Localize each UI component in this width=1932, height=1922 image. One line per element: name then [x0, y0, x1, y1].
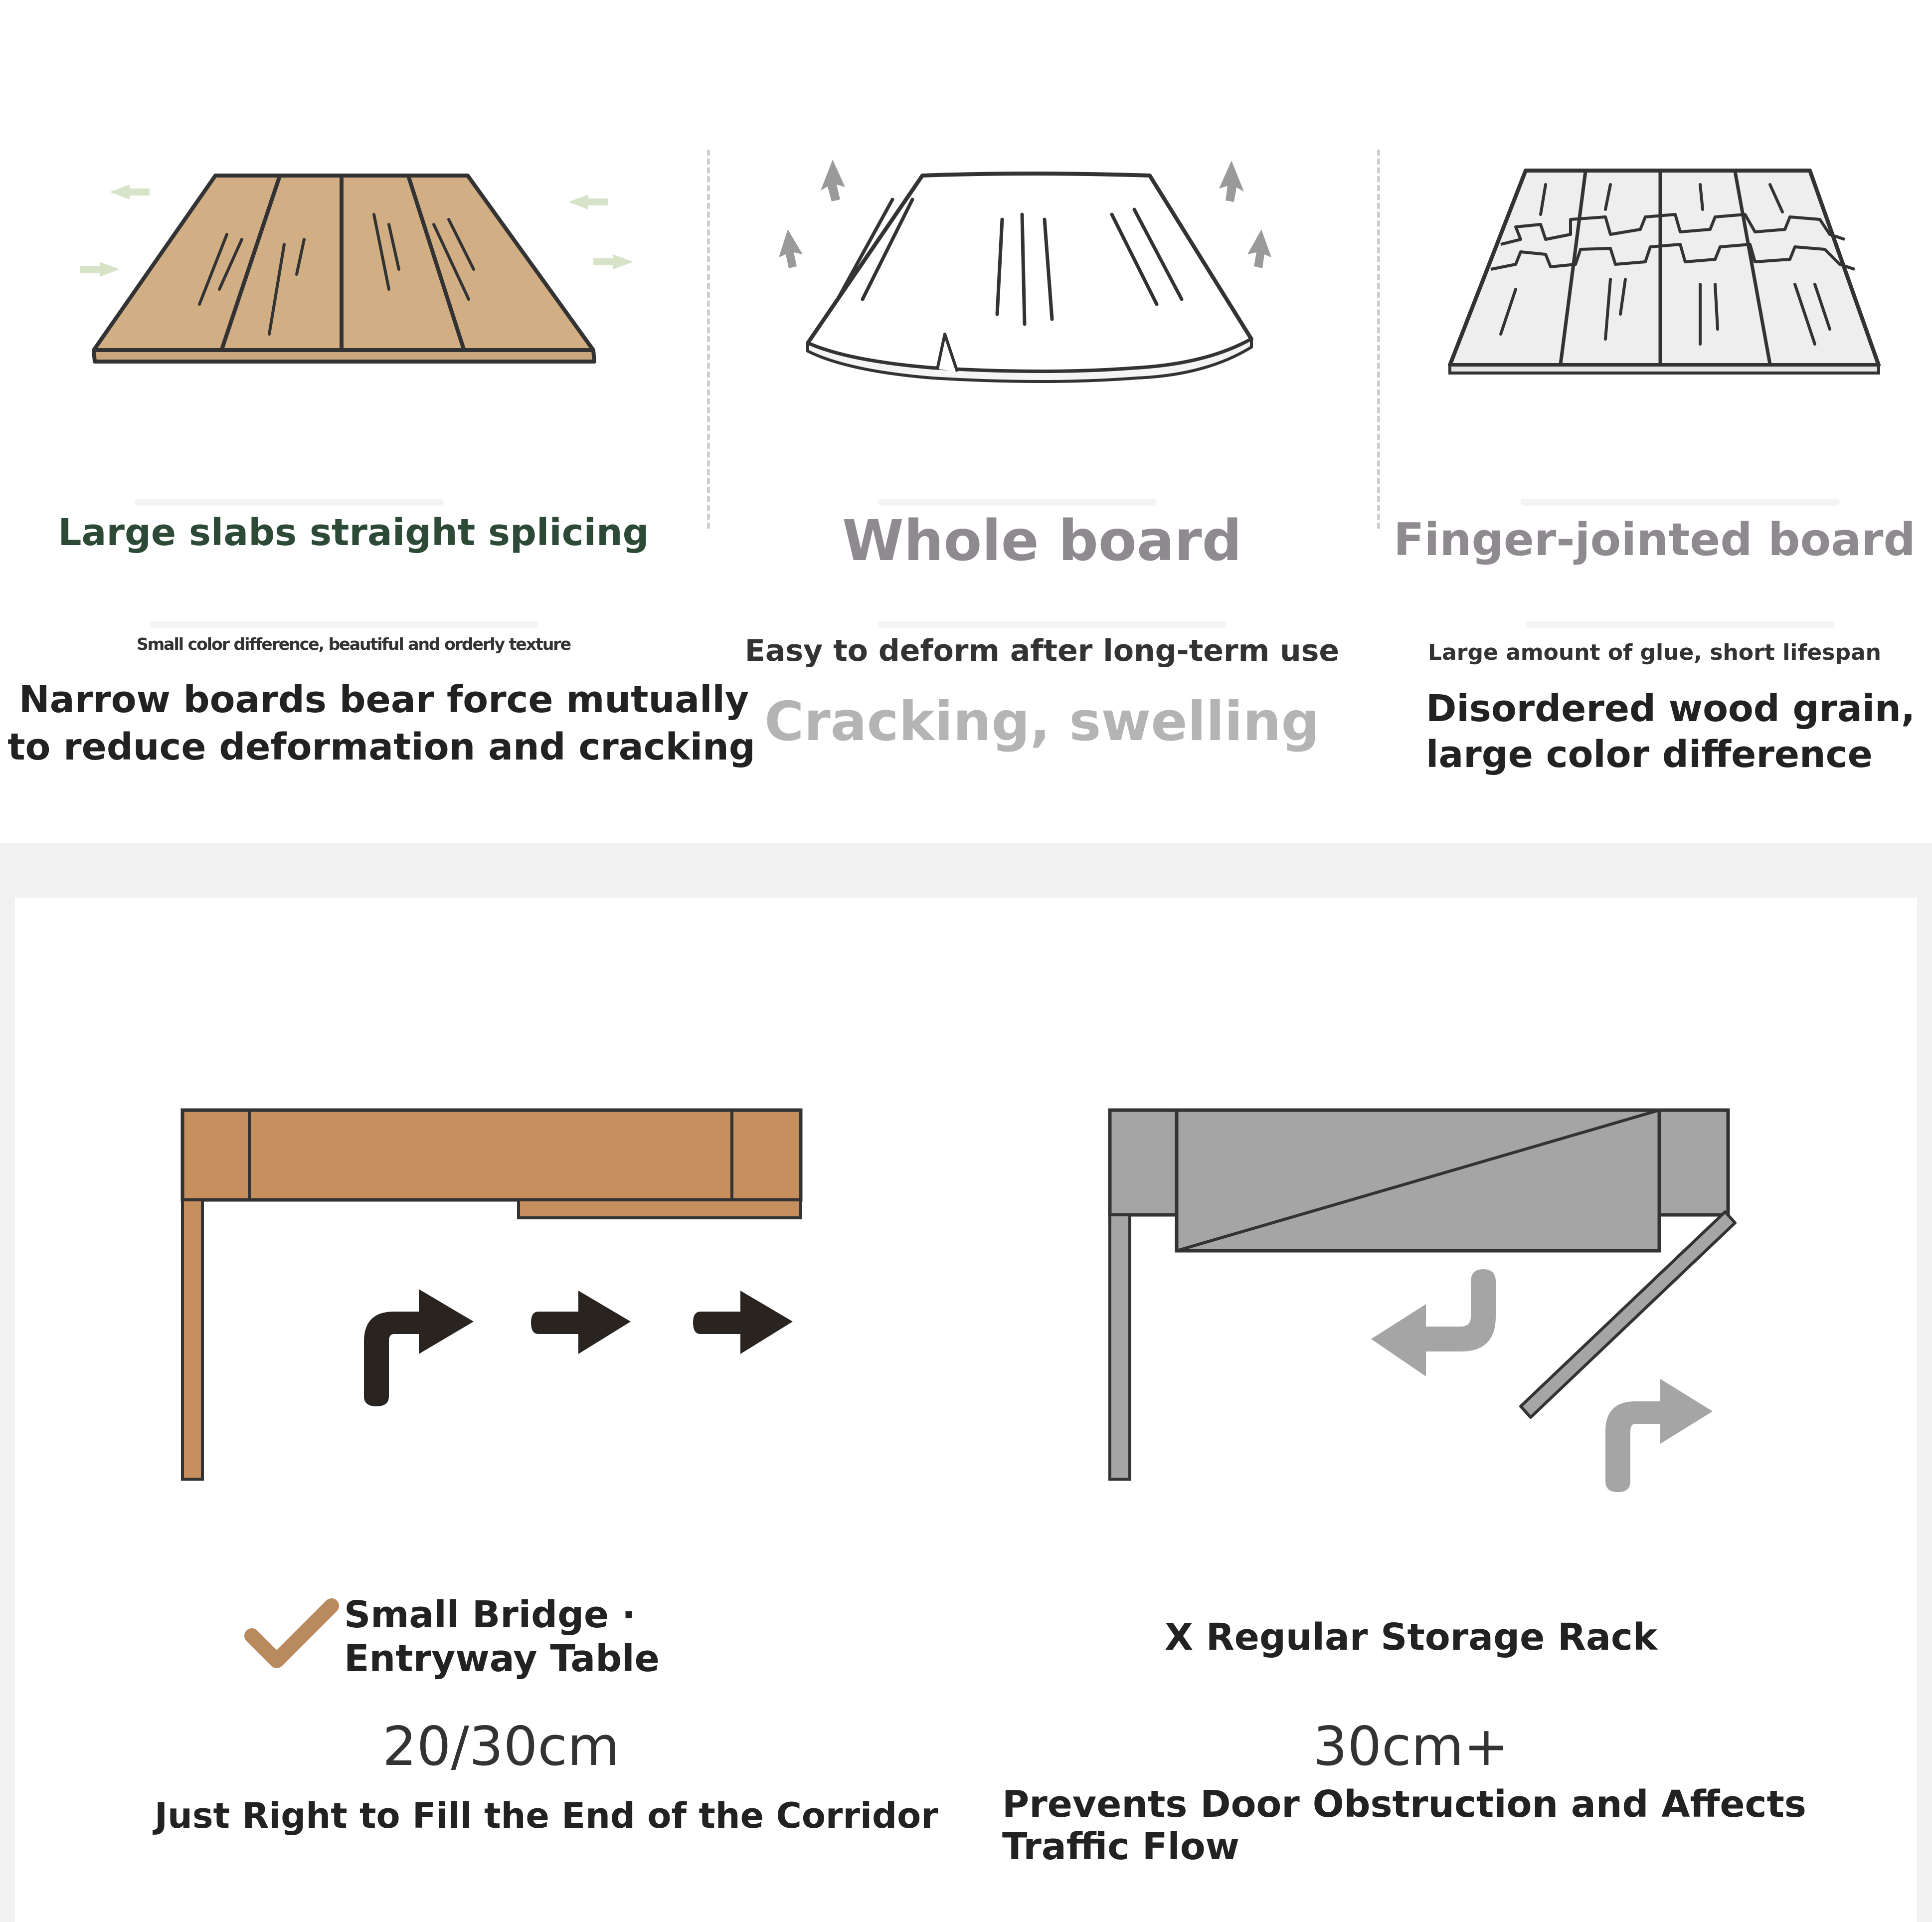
storage-rack-diagram	[1107, 1107, 1755, 1531]
door-clearance-panel	[15, 898, 1917, 1922]
panel-description-line1: Disordered wood grain,	[1426, 687, 1916, 730]
option-size: 20/30cm	[382, 1716, 620, 1778]
panel-title: Finger-jointed board	[1394, 514, 1916, 566]
panel-note: Easy to deform after long-term use	[744, 633, 1340, 668]
option-title-line2: Entryway Table	[344, 1637, 660, 1680]
finger-jointed-board-icon	[1446, 165, 1895, 374]
faded-text-line	[1526, 621, 1835, 628]
faded-text-line	[135, 499, 444, 506]
option-description-line1: Prevents Door Obstruction and Affects	[1002, 1783, 1806, 1826]
panel-description-line1: Narrow boards bear force mutually	[18, 678, 749, 721]
column-divider	[707, 150, 710, 529]
entryway-table-diagram	[179, 1107, 828, 1531]
option-description: Just Right to Fill the End of the Corridor	[155, 1795, 938, 1836]
panel-description-line2: large color difference	[1426, 733, 1873, 776]
faded-text-line	[1521, 499, 1840, 506]
straight-spliced-board-icon	[70, 140, 668, 389]
panel-title: Whole board	[842, 509, 1242, 574]
board-comparison-panel	[0, 0, 1932, 843]
panel-note: Small color difference, beautiful and orderly texture	[137, 634, 570, 654]
faded-text-line	[878, 499, 1157, 506]
faded-text-line	[150, 621, 538, 628]
panel-note: Large amount of glue, short lifespan	[1428, 640, 1881, 665]
option-size: 30cm+	[1313, 1716, 1509, 1778]
option-description-line2: Traffic Flow	[1002, 1825, 1240, 1868]
faded-text-line	[878, 621, 1227, 628]
option-title-line1: Small Bridge ·	[344, 1593, 636, 1636]
panel-title: Large slabs straight splicing	[58, 511, 649, 554]
panel-description-line2: to reduce deformation and cracking	[7, 726, 755, 769]
option-title: X Regular Storage Rack	[1164, 1616, 1658, 1659]
warped-board-icon	[768, 150, 1316, 409]
checkmark-icon	[242, 1596, 342, 1676]
column-divider	[1377, 150, 1380, 529]
panel-description-line1: Cracking, swelling	[764, 691, 1320, 753]
